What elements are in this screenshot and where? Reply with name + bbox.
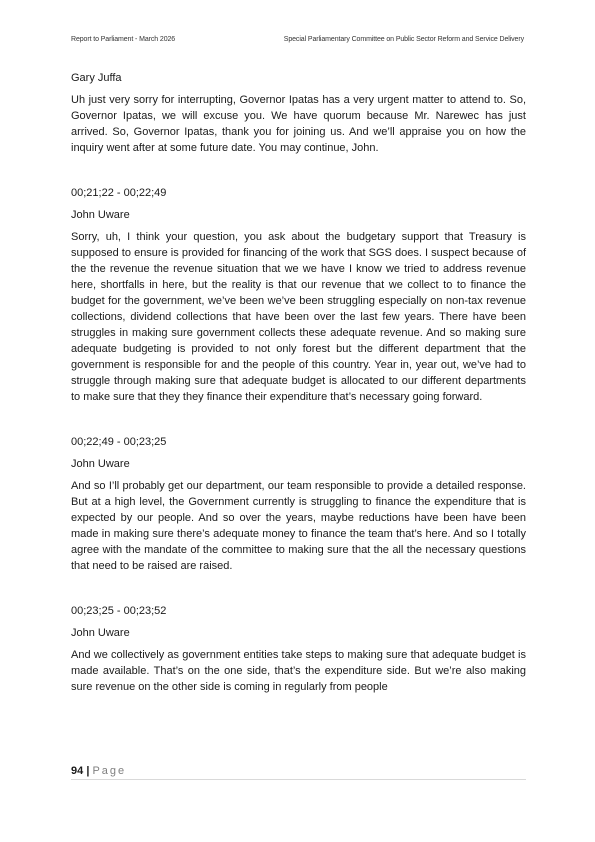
timestamp: 00;23;25 - 00;23;52 [71, 605, 167, 617]
page-header [71, 36, 524, 43]
transcript-paragraph: And we collectively as government entities take steps to making sure that adequate budget is made available. That’s on the one side, that’s the expenditure side. But we’re also making sure revenue on the other side is coming in regularly from people [71, 649, 526, 693]
header-committee-name: Special Parliamentary Committee on Public Sector Reform and Service Delivery [283, 36, 524, 43]
page-label: Page [92, 765, 127, 777]
timestamp: 00;22;49 - 00;23;25 [71, 436, 167, 448]
speaker-name: John Uware [71, 209, 130, 221]
header-report-title: Report to Parliament - March 2026 [71, 36, 176, 43]
transcript-paragraph: Uh just very sorry for interrupting, Governor Ipatas has a very urgent matter to attend to. So, Governor Ipatas, we will excuse you. We have quorum because Mr. Narewec has just arrived. So, Governor Ipatas, thank you for joining us. And we’ll appraise you on how the inquiry went after at some future date. You may continue, John. [71, 94, 526, 154]
speaker-name: John Uware [71, 458, 130, 470]
timestamp: 00;21;22 - 00;22;49 [71, 187, 167, 199]
page-footer [71, 764, 526, 780]
speaker-name: John Uware [71, 627, 130, 639]
speaker-name: Gary Juffa [71, 72, 122, 84]
page-number: 94 [71, 765, 84, 777]
transcript-body [71, 70, 526, 695]
transcript-paragraph: And so I’ll probably get our department, our team responsible to provide a detailed response. But at a high level, the Government currently is struggling to finance the expenditure that is expected by our people. And so over the years, maybe reductions have been have been made in making sure there’s adequate money to finance the team that’s here. And so I totally agree with the mandate of the committee to making sure that the all the necessary questions that need to be raised are raised. [71, 480, 526, 572]
footer-separator: | [86, 765, 90, 777]
transcript-paragraph: Sorry, uh, I think your question, you ask about the budgetary support that Treasury is supposed to ensure is provided for financing of the work that SGS does. I suspect because of the the revenue the revenue situation that we we have I know we tried to address revenue here, shortfalls in here, but the reality is that our revenue that we collect to to finance the budget for the government, we’ve been we’ve been struggling especially on non-tax revenue collections, dividend collections that have been over the last few years. There have been struggles in making sure government collects these adequate revenue. And so making sure adequate budgeting is provided to not only forest but the different department that the government is responsible for and the people of this country. Year in, year out, we’ve had to struggle through making sure that adequate budget is allocated to our different departments to make sure that they they finance their expenditure that’s necessary going forward. [71, 231, 526, 403]
